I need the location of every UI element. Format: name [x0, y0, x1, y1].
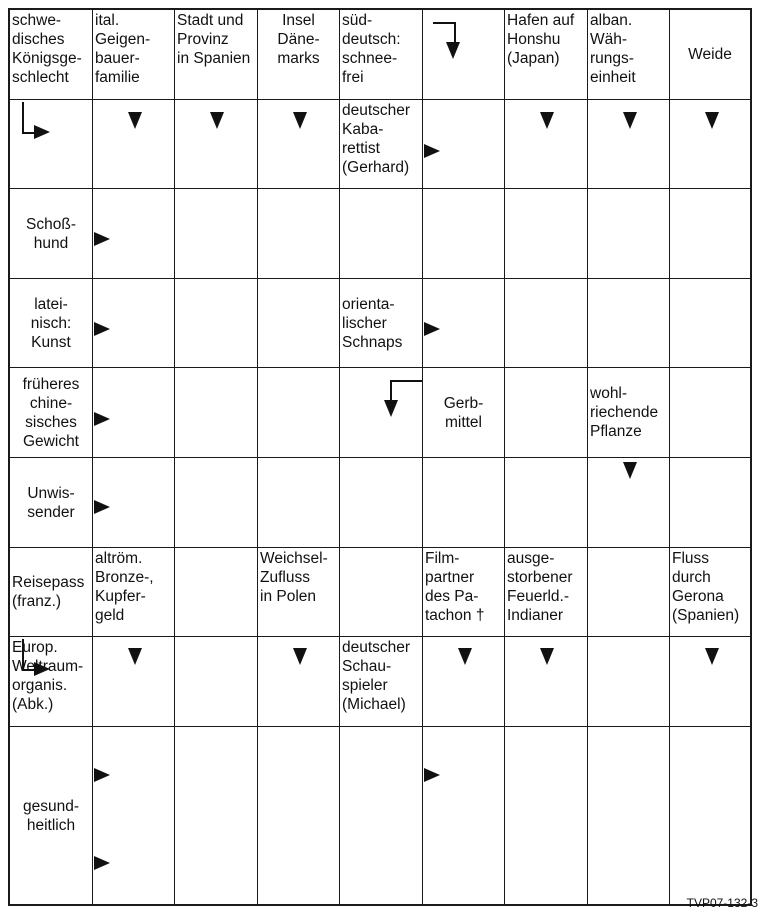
- answer-cell[interactable]: [670, 727, 750, 904]
- clue-cell: [10, 368, 93, 458]
- clue-cell: [588, 368, 670, 458]
- clue-text: Unwis- sender: [27, 484, 75, 521]
- arrow-right-icon: [94, 500, 110, 514]
- clue-text: ital. Geigen- bauer- familie: [95, 12, 151, 86]
- arrow-down-icon: [705, 112, 719, 129]
- arrow-down-icon: [623, 462, 637, 479]
- clue-cell: [10, 189, 93, 279]
- answer-cell[interactable]: [175, 727, 258, 904]
- answer-cell[interactable]: [588, 548, 670, 637]
- arrow-down-icon: [623, 112, 637, 129]
- clue-cell: [340, 100, 423, 189]
- clue-cell: [423, 548, 505, 637]
- clue-text: Gerb- mittel: [443, 394, 484, 431]
- clue-text: alban. Wäh- rungs- einheit: [590, 12, 636, 86]
- answer-cell[interactable]: [588, 637, 670, 727]
- clue-cell: [93, 548, 175, 637]
- clue-cell: [423, 368, 505, 458]
- clue-text: wohl- riechende Pflanze: [590, 385, 659, 440]
- clue-cell: [505, 548, 588, 637]
- clue-text: schwe- disches Königsge- schlecht: [12, 12, 82, 86]
- arrow-down-icon: [458, 648, 472, 665]
- answer-cell[interactable]: [340, 458, 423, 548]
- answer-cell[interactable]: [505, 458, 588, 548]
- arrow-right-icon: [424, 322, 440, 336]
- clue-cell: [670, 548, 750, 637]
- answer-cell[interactable]: [258, 368, 340, 458]
- answer-cell[interactable]: [258, 727, 340, 904]
- answer-cell[interactable]: [588, 279, 670, 368]
- answer-cell[interactable]: [423, 189, 505, 279]
- clue-text: orienta- lischer Schnaps: [342, 295, 403, 351]
- answer-cell[interactable]: [258, 189, 340, 279]
- answer-cell[interactable]: [588, 727, 670, 904]
- arrow-right-icon: [424, 144, 440, 158]
- clue-text: deutscher Schau- spieler (Michael): [342, 639, 411, 713]
- answer-cell[interactable]: [670, 458, 750, 548]
- answer-cell[interactable]: [505, 727, 588, 904]
- arrow-down-icon: [210, 112, 224, 129]
- clue-cell: [670, 10, 750, 100]
- bent-arrow-right-icon: [34, 662, 50, 676]
- clue-text: früheres chine- sisches Gewicht: [22, 375, 80, 450]
- clue-text: Stadt und Provinz in Spanien: [177, 12, 251, 67]
- clue-text: Schoß- hund: [26, 215, 76, 252]
- answer-cell[interactable]: [670, 368, 750, 458]
- answer-cell[interactable]: [93, 727, 175, 904]
- clue-cell: [175, 10, 258, 100]
- clue-text: Film- partner des Pa- tachon †: [425, 550, 485, 624]
- clue-cell: [258, 548, 340, 637]
- arrow-down-icon: [540, 112, 554, 129]
- answer-cell[interactable]: [175, 279, 258, 368]
- clue-text: altröm. Bronze-, Kupfer- geld: [95, 550, 154, 624]
- answer-cell[interactable]: [505, 189, 588, 279]
- arrow-right-icon: [94, 412, 110, 426]
- clue-cell: [10, 727, 93, 904]
- answer-cell[interactable]: [340, 189, 423, 279]
- answer-cell[interactable]: [175, 548, 258, 637]
- clue-text: Reisepass (franz.): [12, 574, 85, 610]
- arrow-right-icon: [94, 768, 110, 782]
- clue-text: Europ. Weltraum- organis. (Abk.): [12, 639, 84, 713]
- answer-cell[interactable]: [258, 458, 340, 548]
- arrow-right-icon: [94, 322, 110, 336]
- answer-cell[interactable]: [175, 368, 258, 458]
- clue-cell: [10, 458, 93, 548]
- clue-cell: [10, 10, 93, 100]
- clue-text: Weichsel- Zufluss in Polen: [260, 550, 328, 605]
- answer-cell[interactable]: [175, 189, 258, 279]
- bent-arrow-line: [22, 639, 34, 671]
- answer-cell[interactable]: [340, 548, 423, 637]
- answer-cell[interactable]: [423, 727, 505, 904]
- clue-text: Fluss durch Gerona (Spanien): [672, 550, 740, 624]
- clue-cell: [340, 10, 423, 100]
- clue-cell: [340, 279, 423, 368]
- arrow-right-icon: [424, 768, 440, 782]
- clue-text: Weide: [688, 46, 732, 63]
- clue-text: gesund- heitlich: [22, 797, 79, 834]
- answer-cell[interactable]: [175, 458, 258, 548]
- arrow-down-icon: [293, 112, 307, 129]
- crossword-grid: [8, 8, 752, 906]
- arrow-down-icon: [128, 112, 142, 129]
- answer-cell[interactable]: [670, 279, 750, 368]
- answer-cell[interactable]: [588, 189, 670, 279]
- answer-cell[interactable]: [505, 279, 588, 368]
- clue-text: süd- deutsch: schnee- frei: [342, 12, 401, 86]
- clue-cell: [258, 10, 340, 100]
- arrow-down-icon: [293, 648, 307, 665]
- answer-cell[interactable]: [175, 637, 258, 727]
- answer-cell[interactable]: [423, 458, 505, 548]
- clue-cell: [93, 10, 175, 100]
- answer-cell[interactable]: [505, 368, 588, 458]
- arrow-down-icon: [705, 648, 719, 665]
- clue-cell: [505, 10, 588, 100]
- bent-arrow-down-icon: [384, 400, 398, 417]
- clue-cell: [10, 279, 93, 368]
- bent-arrow-down-icon: [446, 42, 460, 59]
- clue-text: deutscher Kaba- rettist (Gerhard): [342, 102, 411, 176]
- clue-text: Hafen auf Honshu (Japan): [507, 12, 575, 67]
- answer-cell[interactable]: [340, 727, 423, 904]
- bent-arrow-right-icon: [34, 125, 50, 139]
- arrow-down-icon: [128, 648, 142, 665]
- arrow-right-icon: [94, 856, 110, 870]
- clue-text: Insel Däne- marks: [277, 12, 320, 67]
- clue-cell: [340, 637, 423, 727]
- answer-cell[interactable]: [258, 279, 340, 368]
- clue-cell: [588, 10, 670, 100]
- answer-cell[interactable]: [670, 189, 750, 279]
- clue-text: latei- nisch: Kunst: [30, 295, 72, 351]
- arrow-down-icon: [540, 648, 554, 665]
- clue-cell: [10, 548, 93, 637]
- puzzle-code: TVP07-132-3: [686, 896, 758, 910]
- bent-arrow-line: [22, 102, 34, 134]
- arrow-right-icon: [94, 232, 110, 246]
- clue-text: ausge- storbener Feuerld.- Indianer: [507, 550, 573, 624]
